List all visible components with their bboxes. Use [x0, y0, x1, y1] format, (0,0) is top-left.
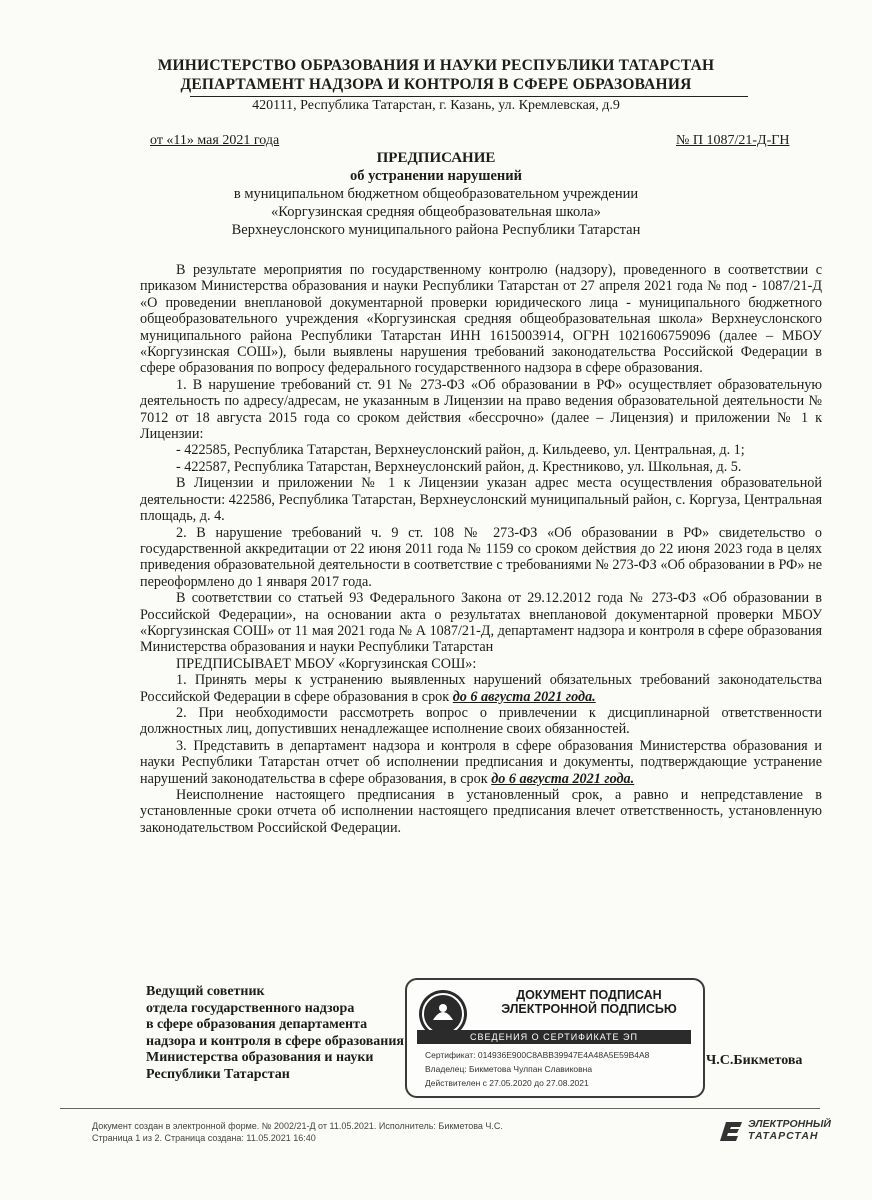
footer-info: [92, 1120, 503, 1144]
requirement-1: [140, 672, 822, 705]
stamp-heading: [479, 988, 699, 1016]
signatory-position: [146, 984, 416, 1083]
paragraph-liability: Неисполнение настоящего предписания в установленный срок, а равно и непредставление в установленные сроки отчета об исполнении настоящего предписания влечет ответственность, установленную законодательством Российской Федерации.: [140, 787, 822, 836]
institution-line-1: в муниципальном бюджетном общеобразовательном учреждении: [233, 186, 639, 202]
address-item-1: - 422585, Республика Татарстан, Верхнеуслонский район, д. Кильдеево, ул. Центральная, д. 1;: [176, 442, 745, 459]
institution-line-2: «Коргузинская средняя общеобразовательная школа»: [271, 204, 601, 220]
document-subtitle: об устранении нарушений: [350, 168, 522, 184]
requirement-1-text: 1. Принять меры к устранению выявленных нарушений обязательных требований законодательства Российской Федерации в сфере образования в срок: [140, 672, 822, 705]
address-item-2: - 422587, Республика Татарстан, Верхнеуслонский район, д. Крестниково, ул. Школьная, д. 5.: [176, 458, 742, 475]
requirement-2: 2. При необходимости рассмотреть вопрос о привлечении к дисциплинарной ответственности должностных лиц, допустивших ненадлежащее исполнение своих обязанностей.: [140, 704, 822, 738]
document-date: от «11» мая 2021 года: [150, 133, 280, 148]
e-logo-icon: [720, 1120, 744, 1142]
brand-line-1: ЭЛЕКТРОННЫЙ: [748, 1118, 831, 1130]
stamp-heading-line-1: ДОКУМЕНТ ПОДПИСАН: [516, 988, 662, 1002]
signatory-line-1: Ведущий советник: [146, 984, 265, 999]
signatory-line-3: в сфере образования департамента: [146, 1017, 368, 1032]
requirement-1-deadline: до 6 августа 2021 года.: [452, 688, 596, 705]
address: 420111, Республика Татарстан, г. Казань, ул. Кремлевская, д.9: [252, 98, 620, 113]
institution-line-3: Верхнеуслонского муниципального района Республики Татарстан: [231, 222, 641, 238]
footer-rule: [60, 1108, 820, 1109]
header-rule: [190, 96, 748, 97]
paragraph-legal-basis: В соответствии со статьей 93 Федерального Закона от 29.12.2012 года № 273-ФЗ «Об образовании в Российской Федерации», на основании акта о результатах внеплановой документарной проверки МБОУ «Коргузинская СОШ» от 11 мая 2021 года № А 1087/21-Д, департамент надзора и контроля в сфере образования Министерства образования и науки Республики Татарстан: [140, 590, 822, 656]
requirement-3-text: 3. Представить в департамент надзора и контроля в сфере образования Министерства образования и науки Республики Татарстан отчет об исполнении предписания и документы, подтверждающие устранение нарушений законодательства в сфере образования, в срок: [140, 737, 822, 787]
signatory-line-6: Республики Татарстан: [146, 1066, 290, 1082]
stamp-heading-line-2: ЭЛЕКТРОННОЙ ПОДПИСЬЮ: [501, 1002, 677, 1016]
document-title: ПРЕДПИСАНИЕ: [376, 150, 496, 166]
signatory-line-5: Министерства образования и науки: [146, 1050, 374, 1065]
signatory-line-4: надзора и контроля в сфере образования: [146, 1033, 404, 1049]
certificate-owner: Владелец: Бикметова Чулпан Славиковна: [425, 1064, 593, 1074]
paragraph-violation-1: 1. В нарушение требований ст. 91 № 273-ФЗ «Об образовании в РФ» осуществляет образовательную деятельность по адресу/адресам, не указанным в Лицензии на право ведения образовательной деятельности № 7012 от 18 августа 2015 года со сроком действия «бессрочно» (далее – Лицензия) и приложении № 1 к Лицензии:: [140, 376, 822, 443]
ministry-title: МИНИСТЕРСТВО ОБРАЗОВАНИЯ И НАУКИ РЕСПУБЛИКИ ТАТАРСТАН: [157, 57, 715, 74]
paragraph-license-address: В Лицензии и приложении № 1 к Лицензии указан адрес места осуществления образовательной деятельности: 422586, Республика Татарстан, Верхнеуслонский муниципальный район, с. Коргуза, Центральная площадь, д. 4.: [140, 475, 822, 525]
prescribes-line: ПРЕДПИСЫВАЕТ МБОУ «Коргузинская СОШ»:: [176, 655, 477, 672]
paragraph-violation-2: 2. В нарушение требований ч. 9 ст. 108 № 273-ФЗ «Об образовании в РФ» свидетельство о государственной аккредитации от 22 июня 2011 года № 1159 со сроком действия до 22 июня 2023 года в целях приведения образовательной деятельности в соответствие с требованиями № 273-ФЗ «Об образовании в РФ» не переоформлено до 1 января 2017 года.: [140, 524, 822, 590]
department-title: ДЕПАРТАМЕНТ НАДЗОРА И КОНТРОЛЯ В СФЕРЕ ОБРАЗОВАНИЯ: [180, 76, 692, 93]
requirement-3: [140, 738, 822, 787]
footer-line-2: Страница 1 из 2. Страница создана: 11.05.2021 16:40: [92, 1133, 316, 1143]
paragraph-inspection: В результате мероприятия по государственному контролю (надзору), проведенного в соответствии с приказом Министерства образования и науки Республики Татарстан от 27 апреля 2021 года № под - 1087/21-Д «О проведении внеплановой документарной проверки юридического лица - муниципального бюджетного общеобразовательного учреждения «Коргузинская средняя общеобразовательная школа» Верхнеуслонского муниципального района Республики Татарстан ИНН 1615003914, ОГРН 1021606759096 (далее – МБОУ «Коргузинская СОШ»), были выявлены нарушения требований законодательства Российской Федерации в сфере образования по вопросу федерального государственного надзора в сфере образования.: [140, 262, 822, 377]
requirement-3-deadline: до 6 августа 2021 года.: [491, 770, 635, 787]
certificate-number: Сертификат: 014936E900C8ABB39947E4A48A5E59B4A8: [425, 1050, 650, 1060]
footer-line-1: Документ создан в электронной форме. № 2002/21-Д от 11.05.2021. Исполнитель: Бикметова Ч.С.: [92, 1121, 503, 1131]
signatory-line-2: отдела государственного надзора: [146, 1000, 355, 1016]
brand-line-2: ТАТАРСТАН: [748, 1130, 819, 1142]
document-number: № П 1087/21-Д-ГН: [676, 133, 790, 148]
document-body: [140, 262, 822, 836]
e-signature-stamp: [405, 978, 705, 1098]
certificate-info-bar: СВЕДЕНИЯ О СЕРТИФИКАТЕ ЭП: [417, 1030, 691, 1044]
certificate-validity: Действителен с 27.05.2020 до 27.08.2021: [425, 1078, 589, 1088]
signatory-name: Ч.С.Бикметова: [706, 1053, 803, 1068]
